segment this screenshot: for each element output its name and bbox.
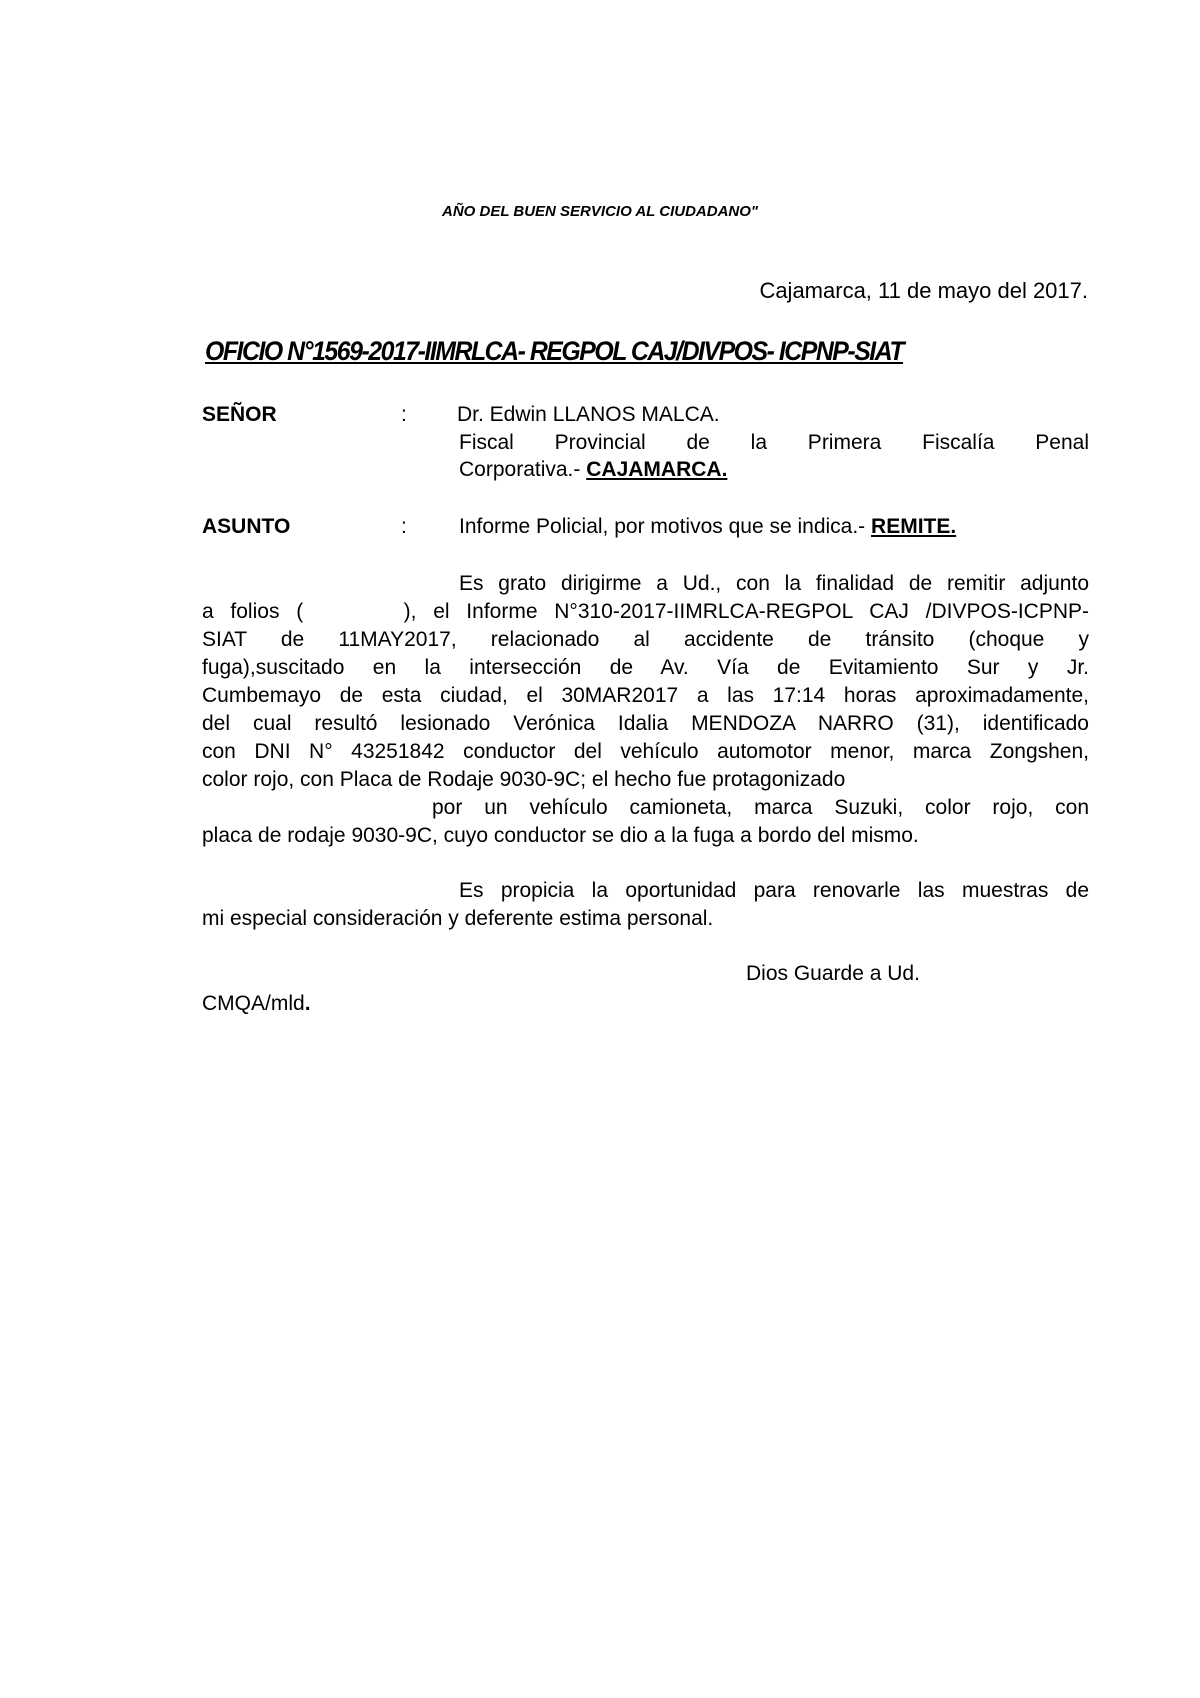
body-line: Es grato dirigirme a Ud., con la finalidad de remitir adjunto <box>459 572 1089 595</box>
recipient-city: CAJAMARCA. <box>586 458 728 481</box>
initials-period: . <box>304 992 311 1015</box>
asunto-colon: : <box>401 515 407 538</box>
asunto-action: REMITE. <box>871 515 957 538</box>
senor-colon: : <box>401 403 407 426</box>
body-line: mi especial consideración y deferente estima personal. <box>202 907 714 930</box>
initials-text: CMQA/mld <box>202 992 305 1015</box>
recipient-position-line2 <box>459 456 1089 483</box>
body-line: Es propicia la oportunidad para renovarle las muestras de <box>459 879 1089 902</box>
body-line: con DNI N° 43251842 conductor del vehículo automotor menor, marca Zongshen, <box>202 740 1089 763</box>
author-initials <box>202 992 311 1016</box>
body-line: por un vehículo camioneta, marca Suzuki, color rojo, con <box>432 796 1089 819</box>
body-line: fuga),suscitado en la intersección de Av. Vía de Evitamiento Sur y Jr. <box>202 656 1089 679</box>
body-line: color rojo, con Placa de Rodaje 9030-9C; el hecho fue protagonizado <box>202 768 846 791</box>
body-line: placa de rodaje 9030-9C, cuyo conductor se dio a la fuga a bordo del mismo. <box>202 824 919 847</box>
year-motto: AÑO DEL BUEN SERVICIO AL CIUDADANO" <box>441 203 759 220</box>
asunto-description: Informe Policial, por motivos que se indica.- <box>459 515 866 538</box>
body-line: SIAT de 11MAY2017, relacionado al accidente de tránsito (choque y <box>202 628 1089 651</box>
body-line: del cual resultó lesionado Verónica Idalia MENDOZA NARRO (31), identificado <box>202 712 1089 735</box>
recipient-position-line1: Fiscal Provincial de la Primera Fiscalía Penal <box>459 431 1089 454</box>
closing-greeting: Dios Guarde a Ud. <box>746 962 920 985</box>
recipient-name: Dr. Edwin LLANOS MALCA. <box>457 403 720 426</box>
senor-label: SEÑOR <box>202 403 277 426</box>
recipient-position-text: Corporativa.- <box>459 458 581 481</box>
oficio-title: OFICIO N°1569-2017-IIMRLCA- REGPOL CAJ/DIVPOS- ICPNP-SIAT <box>205 336 904 366</box>
document-date: Cajamarca, 11 de mayo del 2017. <box>759 278 1088 303</box>
body-paragraph-1 <box>202 570 1089 850</box>
asunto-text <box>459 513 1089 540</box>
body-line: Cumbemayo de esta ciudad, el 30MAR2017 a las 17:14 horas aproximadamente, <box>202 684 1089 707</box>
body-line: a folios ( ), el Informe N°310-2017-IIMRLCA-REGPOL CAJ /DIVPOS-ICPNP- <box>202 600 1089 623</box>
asunto-label: ASUNTO <box>202 515 291 538</box>
body-paragraph-2 <box>202 877 1089 933</box>
